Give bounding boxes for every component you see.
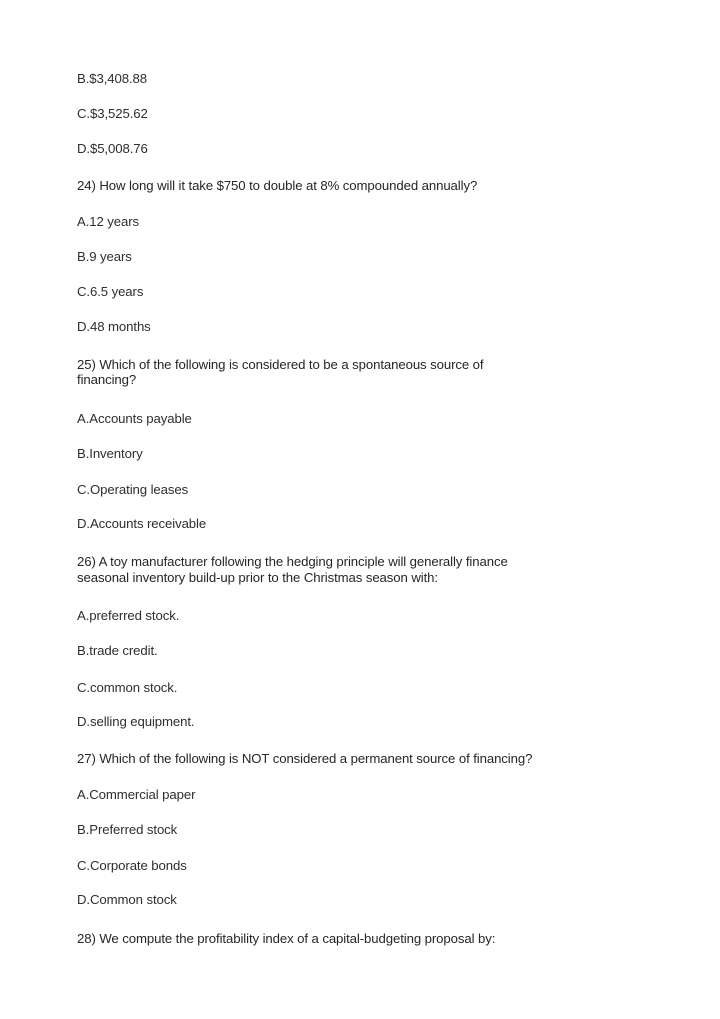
q24-option-b: B.9 years (77, 249, 132, 264)
q25-option-a: A.Accounts payable (77, 411, 192, 426)
q25-option-d: D.Accounts receivable (77, 516, 207, 531)
q27-option-b: B.Preferred stock (77, 822, 178, 837)
q26-option-c: C.common stock. (77, 680, 178, 695)
q25-option-c: C.Operating leases (77, 482, 189, 497)
q23-option-c: C.$3,525.62 (77, 106, 148, 121)
q24-option-d: D.48 months (77, 319, 151, 334)
q24-option-a: A.12 years (77, 214, 140, 229)
q26-question-text-line1: 26) A toy manufacturer following the hedging principle will generally finance (77, 554, 508, 569)
q26-option-d: D.selling equipment. (77, 714, 195, 729)
q23-option-d: D.$5,008.76 (77, 141, 148, 156)
q26-question-text-line2: seasonal inventory build-up prior to the Christmas season with: (77, 570, 438, 585)
q27-option-a: A.Commercial paper (77, 787, 196, 802)
q27-option-d: D.Common stock (77, 892, 177, 907)
q25-question-text-line1: 25) Which of the following is considered to be a spontaneous source of (77, 357, 484, 372)
q26-option-a: A.preferred stock. (77, 608, 180, 623)
q27-question-text: 27) Which of the following is NOT considered a permanent source of financing? (77, 751, 533, 766)
q25-question-text-line2: financing? (77, 372, 137, 387)
q26-option-b: B.trade credit. (77, 643, 158, 658)
q24-option-c: C.6.5 years (77, 284, 144, 299)
q27-option-c: C.Corporate bonds (77, 858, 187, 873)
q24-question-text: 24) How long will it take $750 to double at 8% compounded annually? (77, 178, 478, 193)
q28-question-text: 28) We compute the profitability index of a capital-budgeting proposal by: (77, 931, 496, 946)
q23-option-b: B.$3,408.88 (77, 71, 148, 86)
q25-option-b: B.Inventory (77, 446, 143, 461)
